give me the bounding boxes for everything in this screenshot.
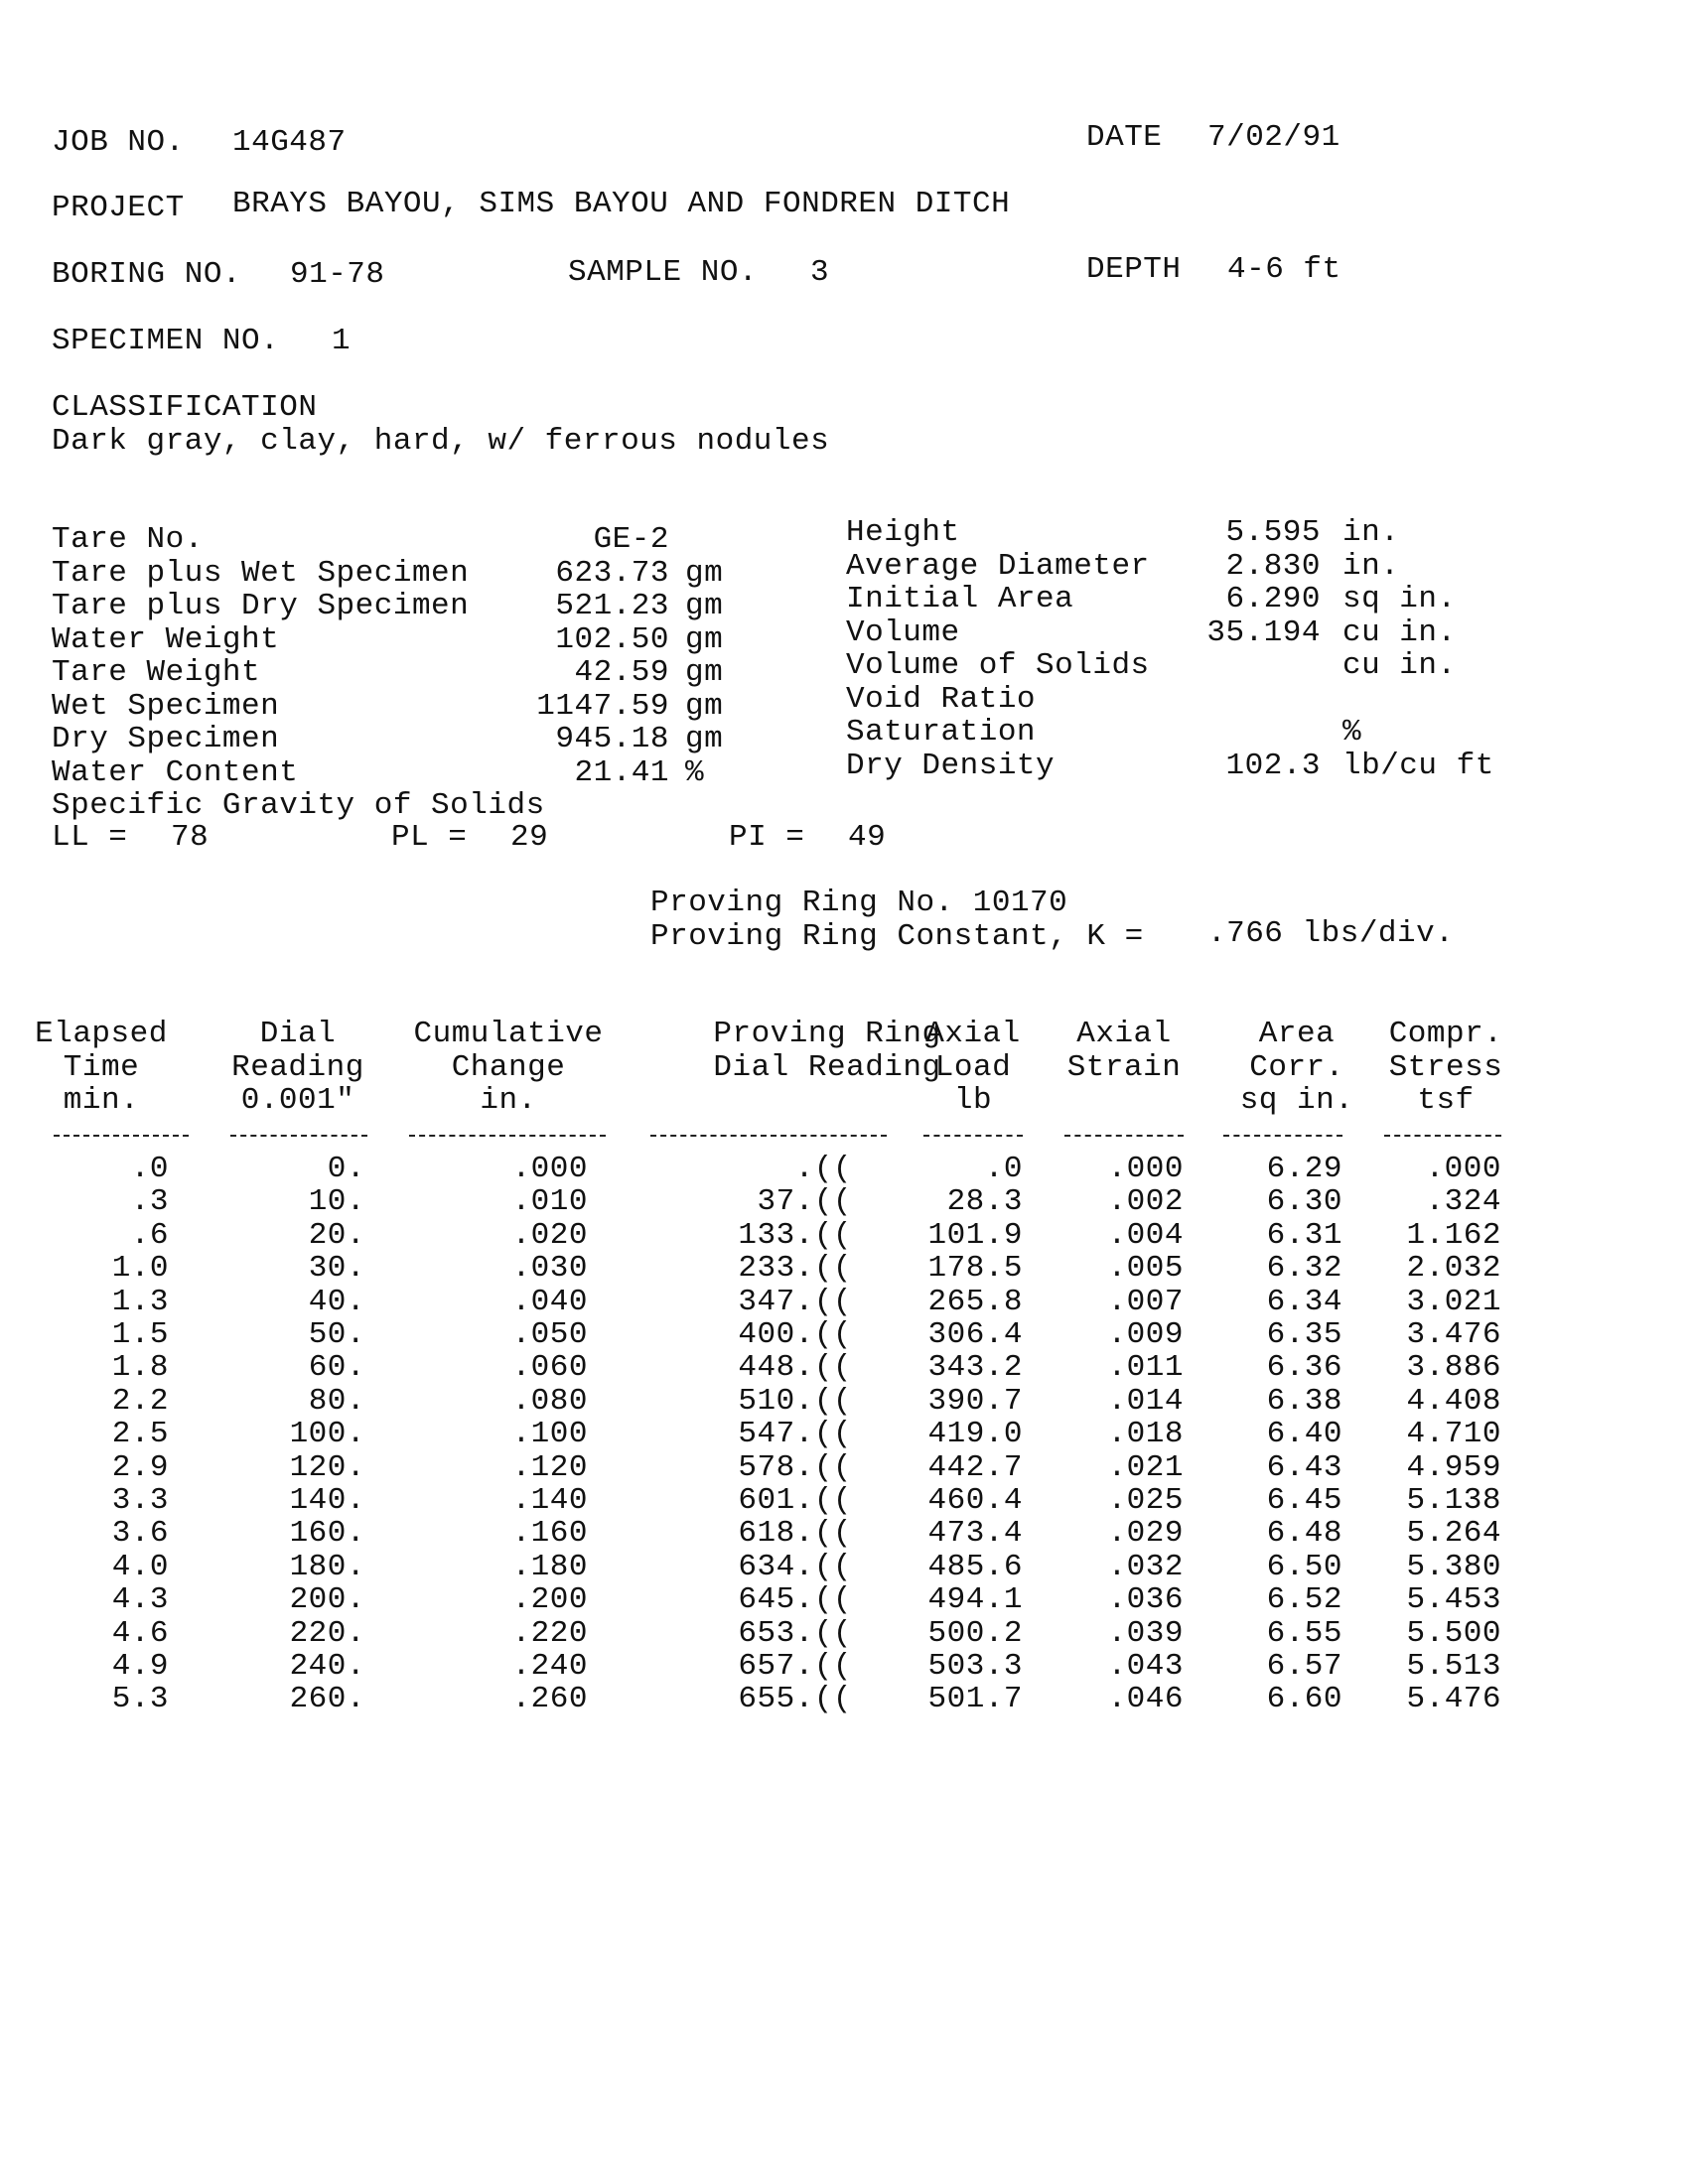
prop-value: 2.830: [1225, 549, 1321, 584]
table-cell: 6.30: [1266, 1184, 1342, 1219]
table-cell: 2.2: [111, 1384, 169, 1419]
table-cell: 2.032: [1406, 1251, 1501, 1286]
table-cell: 2.9: [111, 1450, 169, 1485]
table-cell: 6.52: [1266, 1582, 1342, 1617]
table-cell: 20.: [308, 1218, 365, 1253]
pl-value: 29: [510, 820, 549, 855]
table-cell: .004: [1107, 1218, 1184, 1253]
proving-ring-constant-value: .766 lbs/div.: [1207, 916, 1455, 951]
header-underline: [650, 1135, 887, 1137]
prop-unit: gm: [685, 689, 724, 724]
table-cell: 645.((: [738, 1582, 852, 1617]
prop-value: 102.50: [555, 622, 669, 657]
prop-unit: gm: [685, 556, 724, 591]
table-cell: 50.: [308, 1317, 365, 1352]
table-cell: .260: [511, 1682, 588, 1716]
table-cell: 6.38: [1266, 1384, 1342, 1419]
table-cell: 634.((: [738, 1550, 852, 1584]
column-header: Elapsed: [35, 1017, 168, 1051]
prop-label: Specific Gravity of Solids: [52, 788, 545, 823]
table-cell: 485.6: [927, 1550, 1023, 1584]
prop-label: Saturation: [846, 715, 1037, 750]
column-header: 0.001": [240, 1083, 355, 1118]
pi-value: 49: [848, 820, 887, 855]
prop-unit: gm: [685, 589, 724, 623]
header-underline: [230, 1135, 367, 1137]
table-cell: 6.31: [1266, 1218, 1342, 1253]
table-cell: 5.138: [1406, 1483, 1501, 1518]
column-header: tsf: [1417, 1083, 1475, 1118]
table-cell: 6.40: [1266, 1417, 1342, 1451]
table-cell: 37.((: [757, 1184, 852, 1219]
prop-label: Average Diameter: [846, 549, 1150, 584]
prop-value: 35.194: [1206, 615, 1321, 650]
depth-value: 4-6 ft: [1227, 252, 1341, 287]
header-underline: [1064, 1135, 1184, 1137]
table-cell: 6.43: [1266, 1450, 1342, 1485]
table-cell: 5.380: [1406, 1550, 1501, 1584]
table-cell: 6.32: [1266, 1251, 1342, 1286]
table-cell: 140.: [289, 1483, 365, 1518]
prop-unit: %: [1342, 715, 1362, 750]
table-cell: 220.: [289, 1616, 365, 1651]
table-cell: 500.2: [927, 1616, 1023, 1651]
table-cell: 3.3: [111, 1483, 169, 1518]
table-cell: .0: [130, 1152, 169, 1186]
prop-value: 945.18: [555, 722, 669, 756]
table-cell: .3: [130, 1184, 169, 1219]
table-cell: .032: [1107, 1550, 1184, 1584]
table-cell: 578.((: [738, 1450, 852, 1485]
table-cell: .050: [511, 1317, 588, 1352]
table-cell: 178.5: [927, 1251, 1023, 1286]
table-cell: 494.1: [927, 1582, 1023, 1617]
table-cell: .000: [1107, 1152, 1184, 1186]
prop-unit: in.: [1342, 515, 1400, 550]
table-cell: 60.: [308, 1350, 365, 1385]
table-cell: 101.9: [927, 1218, 1023, 1253]
column-header: lb: [953, 1083, 993, 1118]
table-cell: 6.60: [1266, 1682, 1342, 1716]
header-underline: [1384, 1135, 1501, 1137]
prop-value: GE-2: [593, 522, 669, 557]
table-cell: .160: [511, 1516, 588, 1551]
table-cell: .140: [511, 1483, 588, 1518]
table-cell: 1.162: [1406, 1218, 1501, 1253]
table-cell: 473.4: [927, 1516, 1023, 1551]
table-cell: .002: [1107, 1184, 1184, 1219]
column-header: Corr.: [1249, 1050, 1344, 1085]
table-cell: .324: [1425, 1184, 1501, 1219]
table-cell: 240.: [289, 1649, 365, 1684]
table-cell: 5.500: [1406, 1616, 1501, 1651]
table-cell: 1.3: [111, 1285, 169, 1319]
table-cell: 655.((: [738, 1682, 852, 1716]
table-cell: .220: [511, 1616, 588, 1651]
table-cell: 5.476: [1406, 1682, 1501, 1716]
boring-number: 91-78: [290, 257, 385, 292]
table-cell: 6.55: [1266, 1616, 1342, 1651]
table-cell: .180: [511, 1550, 588, 1584]
prop-label: Water Content: [52, 755, 299, 790]
table-cell: 1.5: [111, 1317, 169, 1352]
table-cell: 2.5: [111, 1417, 169, 1451]
table-cell: 448.((: [738, 1350, 852, 1385]
prop-label: Tare No.: [52, 522, 204, 557]
table-cell: 3.6: [111, 1516, 169, 1551]
column-header: Strain: [1066, 1050, 1182, 1085]
table-cell: 306.4: [927, 1317, 1023, 1352]
table-cell: 460.4: [927, 1483, 1023, 1518]
table-cell: .010: [511, 1184, 588, 1219]
table-cell: 3.886: [1406, 1350, 1501, 1385]
table-cell: 5.513: [1406, 1649, 1501, 1684]
table-cell: 6.29: [1266, 1152, 1342, 1186]
table-cell: 419.0: [927, 1417, 1023, 1451]
table-cell: 100.: [289, 1417, 365, 1451]
table-cell: 10.: [308, 1184, 365, 1219]
table-cell: .014: [1107, 1384, 1184, 1419]
table-cell: 5.453: [1406, 1582, 1501, 1617]
table-cell: 6.45: [1266, 1483, 1342, 1518]
prop-label: Water Weight: [52, 622, 280, 657]
prop-value: 1147.59: [536, 689, 669, 724]
column-header: Proving Ring: [713, 1017, 941, 1051]
table-cell: 400.((: [738, 1317, 852, 1352]
table-cell: .009: [1107, 1317, 1184, 1352]
table-cell: .100: [511, 1417, 588, 1451]
table-cell: 120.: [289, 1450, 365, 1485]
prop-value: 21.41: [574, 755, 669, 790]
prop-unit: cu in.: [1342, 648, 1457, 683]
table-cell: 180.: [289, 1550, 365, 1584]
table-cell: 80.: [308, 1384, 365, 1419]
job-number: 14G487: [232, 125, 347, 160]
table-cell: .021: [1107, 1450, 1184, 1485]
column-header: Time: [63, 1050, 140, 1085]
column-header: Axial: [1076, 1017, 1172, 1051]
table-cell: 133.((: [738, 1218, 852, 1253]
prop-unit: sq in.: [1342, 582, 1457, 616]
table-cell: 30.: [308, 1251, 365, 1286]
specimen-label: SPECIMEN NO.: [52, 324, 280, 358]
prop-unit: gm: [685, 655, 724, 690]
table-cell: 233.((: [738, 1251, 852, 1286]
table-cell: 6.35: [1266, 1317, 1342, 1352]
table-cell: 442.7: [927, 1450, 1023, 1485]
table-cell: 343.2: [927, 1350, 1023, 1385]
table-cell: .020: [511, 1218, 588, 1253]
table-cell: .000: [511, 1152, 588, 1186]
table-cell: .0: [984, 1152, 1023, 1186]
header-underline: [923, 1135, 1023, 1137]
table-cell: 657.((: [738, 1649, 852, 1684]
table-cell: 40.: [308, 1285, 365, 1319]
table-cell: .080: [511, 1384, 588, 1419]
table-cell: .007: [1107, 1285, 1184, 1319]
date-label: DATE: [1086, 120, 1163, 155]
prop-unit: gm: [685, 722, 724, 756]
classification-text: Dark gray, clay, hard, w/ ferrous nodules: [52, 424, 830, 459]
column-header: Stress: [1388, 1050, 1503, 1085]
pl-label: PL =: [391, 820, 468, 855]
prop-label: Height: [846, 515, 960, 550]
table-cell: 200.: [289, 1582, 365, 1617]
proving-ring-constant-label: Proving Ring Constant, K =: [650, 919, 1144, 954]
prop-label: Tare Weight: [52, 655, 261, 690]
table-cell: 1.0: [111, 1251, 169, 1286]
table-cell: .200: [511, 1582, 588, 1617]
table-cell: 5.3: [111, 1682, 169, 1716]
table-cell: .030: [511, 1251, 588, 1286]
prop-label: Wet Specimen: [52, 689, 280, 724]
project-name: BRAYS BAYOU, SIMS BAYOU AND FONDREN DITCH: [232, 187, 1011, 221]
prop-unit: in.: [1342, 549, 1400, 584]
column-header: Dial: [259, 1017, 337, 1051]
table-cell: 4.408: [1406, 1384, 1501, 1419]
table-cell: 265.8: [927, 1285, 1023, 1319]
table-cell: 5.264: [1406, 1516, 1501, 1551]
header-underline: [409, 1135, 606, 1137]
boring-label: BORING NO.: [52, 257, 242, 292]
table-cell: 547.((: [738, 1417, 852, 1451]
table-cell: .((: [794, 1152, 852, 1186]
header-underline: [1223, 1135, 1342, 1137]
table-cell: 390.7: [927, 1384, 1023, 1419]
table-cell: 6.57: [1266, 1649, 1342, 1684]
column-header: Dial Reading: [713, 1050, 941, 1085]
prop-value: 5.595: [1225, 515, 1321, 550]
table-cell: 4.6: [111, 1616, 169, 1651]
table-cell: .240: [511, 1649, 588, 1684]
table-cell: 3.476: [1406, 1317, 1501, 1352]
table-cell: 4.3: [111, 1582, 169, 1617]
table-cell: 4.959: [1406, 1450, 1501, 1485]
prop-unit: cu in.: [1342, 615, 1457, 650]
column-header: Area: [1258, 1017, 1336, 1051]
table-cell: 601.((: [738, 1483, 852, 1518]
table-cell: 1.8: [111, 1350, 169, 1385]
prop-label: Tare plus Dry Specimen: [52, 589, 470, 623]
prop-label: Tare plus Wet Specimen: [52, 556, 470, 591]
table-cell: .000: [1425, 1152, 1501, 1186]
prop-unit: %: [685, 755, 705, 790]
classification-label: CLASSIFICATION: [52, 390, 318, 425]
table-cell: 6.34: [1266, 1285, 1342, 1319]
table-cell: .036: [1107, 1582, 1184, 1617]
depth-label: DEPTH: [1086, 252, 1182, 287]
column-header: Axial: [925, 1017, 1021, 1051]
project-label: PROJECT: [52, 191, 185, 225]
table-cell: .011: [1107, 1350, 1184, 1385]
table-cell: 510.((: [738, 1384, 852, 1419]
table-cell: 260.: [289, 1682, 365, 1716]
table-cell: .039: [1107, 1616, 1184, 1651]
specimen-number: 1: [332, 324, 352, 358]
prop-label: Volume: [846, 615, 960, 650]
table-cell: .6: [130, 1218, 169, 1253]
table-cell: 28.3: [946, 1184, 1023, 1219]
sample-number: 3: [810, 255, 830, 290]
column-header: sq in.: [1239, 1083, 1354, 1118]
prop-label: Dry Specimen: [52, 722, 280, 756]
prop-unit: gm: [685, 622, 724, 657]
table-cell: 4.9: [111, 1649, 169, 1684]
table-cell: 653.((: [738, 1616, 852, 1651]
table-cell: 503.3: [927, 1649, 1023, 1684]
header-underline: [54, 1135, 189, 1137]
table-cell: 501.7: [927, 1682, 1023, 1716]
column-header: min.: [63, 1083, 140, 1118]
column-header: Load: [934, 1050, 1012, 1085]
prop-unit: lb/cu ft: [1342, 749, 1494, 783]
table-cell: .120: [511, 1450, 588, 1485]
pi-label: PI =: [729, 820, 805, 855]
sample-label: SAMPLE NO.: [568, 255, 759, 290]
prop-label: Void Ratio: [846, 682, 1037, 717]
prop-label: Dry Density: [846, 749, 1056, 783]
table-cell: 4.0: [111, 1550, 169, 1584]
table-cell: 6.48: [1266, 1516, 1342, 1551]
table-cell: 6.50: [1266, 1550, 1342, 1584]
table-cell: .029: [1107, 1516, 1184, 1551]
date-value: 7/02/91: [1207, 120, 1340, 155]
table-cell: .005: [1107, 1251, 1184, 1286]
prop-value: 102.3: [1225, 749, 1321, 783]
column-header: Cumulative: [413, 1017, 604, 1051]
table-cell: 347.((: [738, 1285, 852, 1319]
table-cell: .018: [1107, 1417, 1184, 1451]
job-label: JOB NO.: [52, 125, 185, 160]
prop-value: 521.23: [555, 589, 669, 623]
column-header: in.: [480, 1083, 537, 1118]
table-cell: .040: [511, 1285, 588, 1319]
column-header: Reading: [231, 1050, 364, 1085]
table-cell: 3.021: [1406, 1285, 1501, 1319]
prop-value: 42.59: [574, 655, 669, 690]
table-cell: 618.((: [738, 1516, 852, 1551]
table-cell: .025: [1107, 1483, 1184, 1518]
table-cell: 4.710: [1406, 1417, 1501, 1451]
table-cell: 0.: [327, 1152, 365, 1186]
proving-ring-number: Proving Ring No. 10170: [650, 886, 1068, 920]
prop-label: Initial Area: [846, 582, 1074, 616]
table-cell: .043: [1107, 1649, 1184, 1684]
ll-label: LL =: [52, 820, 128, 855]
prop-value: 6.290: [1225, 582, 1321, 616]
prop-value: 623.73: [555, 556, 669, 591]
column-header: Change: [451, 1050, 566, 1085]
table-cell: .060: [511, 1350, 588, 1385]
prop-label: Volume of Solids: [846, 648, 1150, 683]
table-cell: 6.36: [1266, 1350, 1342, 1385]
ll-value: 78: [171, 820, 210, 855]
table-cell: .046: [1107, 1682, 1184, 1716]
column-header: Compr.: [1388, 1017, 1503, 1051]
table-cell: 160.: [289, 1516, 365, 1551]
